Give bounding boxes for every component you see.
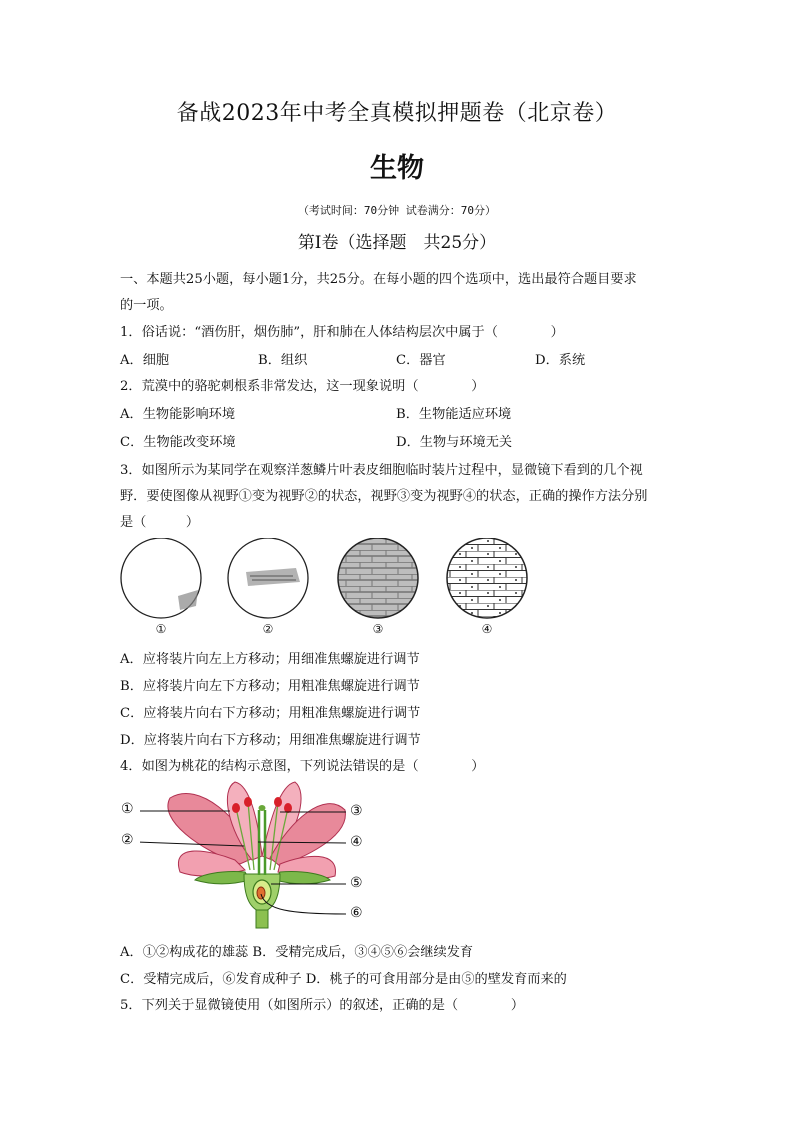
field-label-4: ④ [481, 622, 493, 636]
q1-option-c[interactable]: C．器官 [396, 353, 446, 368]
instructions-line-1: 一、本题共25小题，每小题1分，共25分。在每小题的四个选项中，选出最符合题目要求 [120, 272, 637, 287]
q1-option-a[interactable]: A．细胞 [120, 353, 170, 368]
flower-label-1: ① [121, 801, 134, 817]
time-info: （考试时间：70分钟 试卷满分：70分） [297, 204, 497, 217]
q3-option-c[interactable]: C．应将装片向右下方移动；用粗准焦螺旋进行调节 [120, 706, 421, 721]
field-label-2: ② [262, 622, 274, 636]
q4-options-ab[interactable]: A．①②构成花的雄蕊 B．受精完成后，③④⑤⑥会继续发育 [120, 945, 474, 960]
section-title: 第Ⅰ卷（选择题 共25分） [297, 233, 497, 253]
field-label-1: ① [155, 622, 167, 636]
q1-option-d[interactable]: D．系统 [535, 353, 586, 368]
q3-option-a[interactable]: A．应将装片向左上方移动；用细准焦螺旋进行调节 [120, 652, 420, 667]
q2-option-d[interactable]: D．生物与环境无关 [396, 435, 513, 450]
q2-option-b[interactable]: B．生物能适应环境 [396, 407, 512, 422]
q3-option-d[interactable]: D．应将装片向右下方移动；用细准焦螺旋进行调节 [120, 733, 421, 748]
q5-stem: 5．下列关于显微镜使用（如图所示）的叙述，正确的是（ ） [120, 998, 525, 1013]
q2-option-c[interactable]: C．生物能改变环境 [120, 435, 236, 450]
q3-stem-line-2: 野．要使图像从视野①变为视野②的状态，视野③变为视野④的状态，正确的操作方法分别 [120, 489, 648, 504]
flower-label-3: ③ [350, 803, 363, 819]
q1-stem: 1．俗话说：“酒伤肝，烟伤肺”，肝和肺在人体结构层次中属于（ ） [120, 325, 564, 340]
q1-option-b[interactable]: B．组织 [258, 353, 308, 368]
q3-stem-line-3: 是（ ） [120, 515, 200, 530]
q2-stem: 2．荒漠中的骆驼刺根系非常发达，这一现象说明（ ） [120, 379, 485, 394]
flower-label-2: ② [121, 832, 134, 848]
flower-label-6: ⑥ [350, 905, 363, 921]
flower-label-4: ④ [350, 834, 363, 850]
exam-title: 备战2023年中考全真模拟押题卷（北京卷） [176, 101, 618, 126]
q2-option-a[interactable]: A．生物能影响环境 [120, 407, 236, 422]
flower-label-5: ⑤ [350, 875, 363, 891]
field-label-3: ③ [372, 622, 384, 636]
q4-stem: 4．如图为桃花的结构示意图，下列说法错误的是（ ） [120, 759, 485, 774]
peach-flower-figure [140, 780, 380, 930]
subject-title: 生物 [370, 153, 424, 184]
instructions-line-2: 的一项。 [120, 298, 173, 313]
q3-stem-line-1: 3．如图所示为某同学在观察洋葱鳞片叶表皮细胞临时装片过程中，显微镜下看到的几个视 [120, 463, 643, 478]
q4-options-cd[interactable]: C．受精完成后，⑥发育成种子 D．桃子的可食用部分是由⑤的壁发育而来的 [120, 972, 567, 987]
q3-option-b[interactable]: B．应将装片向左下方移动；用粗准焦螺旋进行调节 [120, 679, 420, 694]
